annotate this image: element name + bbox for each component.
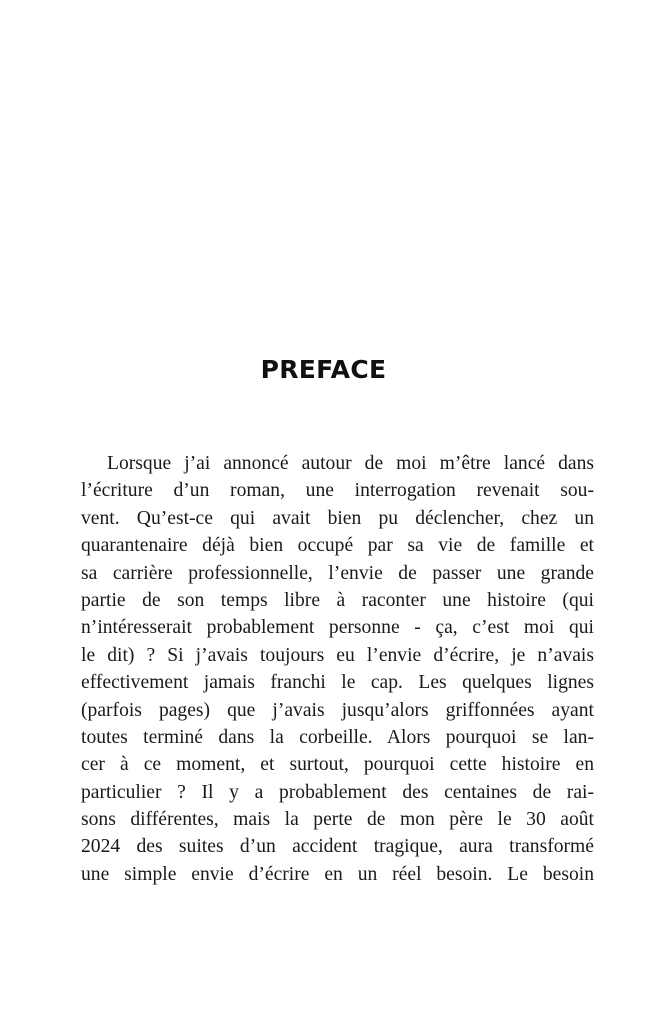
text-line: le dit) ? Si j’avais toujours eu l’envie d’écrire, je n’avais [81,644,594,666]
text-line: effectivement jamais franchi le cap. Les quelques lignes [81,672,594,694]
text-line: 2024 des suites d’un accident tragique, aura transformé [81,836,594,858]
text-line: n’intéresserait probablement personne - ça, c’est moi qui [81,617,594,639]
text-line: sons différentes, mais la perte de mon père le 30 août [81,809,594,831]
chapter-title: PREFACE [260,355,387,384]
text-line: Lorsque j’ai annoncé autour de moi m’être lancé dans [107,453,594,474]
text-line: particulier ? Il y a probablement des centaines de rai- [81,781,594,803]
text-line: cer à ce moment, et surtout, pourquoi cette histoire en [81,754,594,776]
text-line: toutes terminé dans la corbeille. Alors pourquoi se lan- [81,726,594,748]
text-line: une simple envie d’écrire en un réel besoin. Le besoin [81,863,594,885]
text-line: partie de son temps libre à raconter une histoire (qui [81,589,594,611]
text-line: quarantenaire déjà bien occupé par sa vie de famille et [81,535,594,557]
text-line: (parfois pages) que j’avais jusqu’alors griffonnées ayant [81,699,594,721]
text-line: l’écriture d’un roman, une interrogation revenait sou- [81,480,594,502]
preface-paragraph [81,450,594,888]
text-line: vent. Qu’est-ce qui avait bien pu déclencher, chez un [81,507,594,529]
text-line: sa carrière professionnelle, l’envie de passer une grande [81,562,594,584]
